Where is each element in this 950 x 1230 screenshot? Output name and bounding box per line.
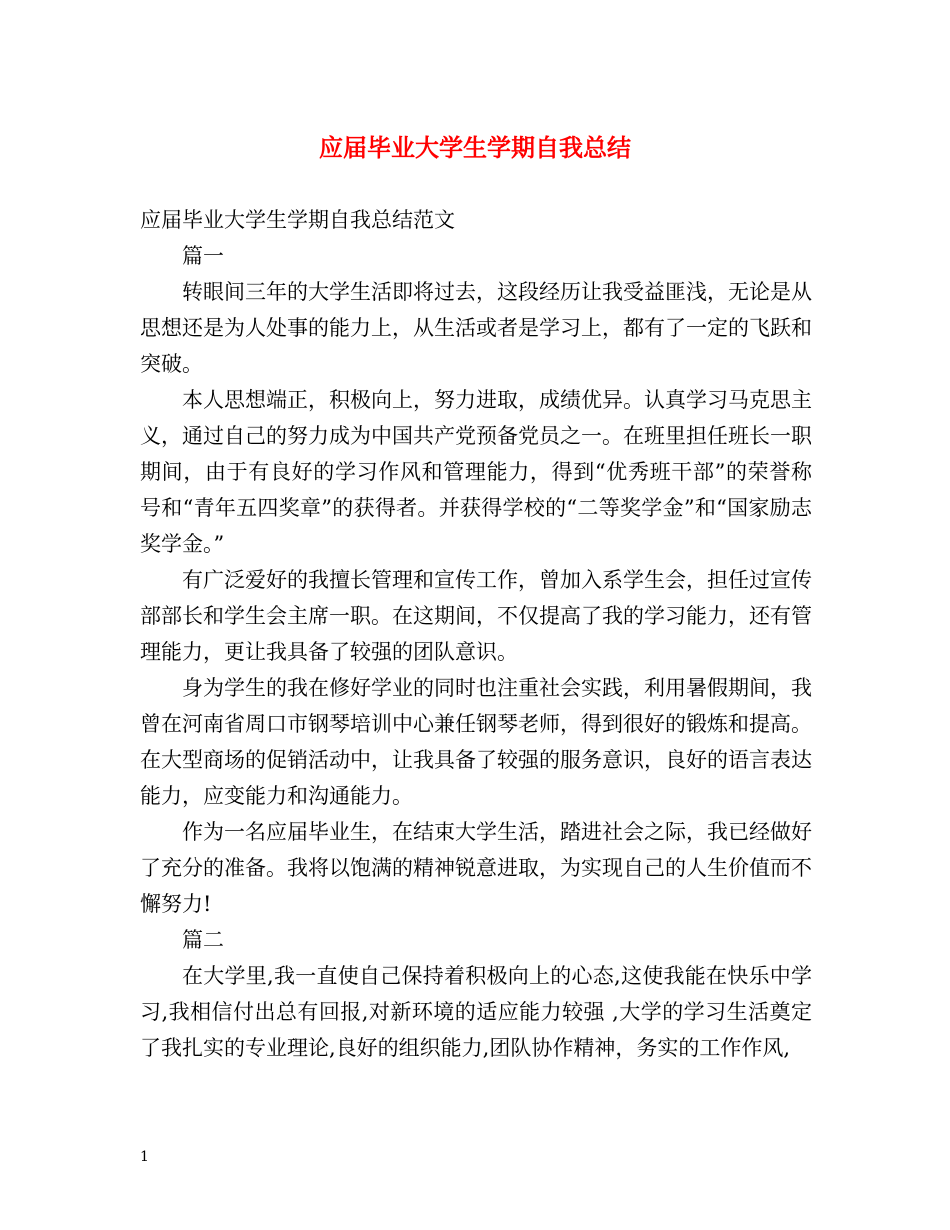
paragraph: 作为一名应届毕业生，在结束大学生活，踏进社会之际，我已经做好了充分的准备。我将以饱满的精神锐意进取，为实现自己的人生价值而不懈努力!	[140, 820, 812, 916]
document-title: 应届毕业大学生学期自我总结	[319, 133, 631, 162]
section-heading-1: 篇一	[182, 244, 224, 268]
document-subtitle: 应届毕业大学生学期自我总结范文	[140, 208, 455, 232]
paragraph: 在大学里,我一直使自己保持着积极向上的心态,这使我能在快乐中学习,我相信付出总有回报,对新环境的适应能力较强 ,大学的学习生活奠定了我扎实的专业理论,良好的组织能力,团队协作精神，务实的工作作风,	[140, 964, 812, 1060]
paragraph: 转眼间三年的大学生活即将过去，这段经历让我受益匪浅，无论是从思想还是为人处事的能力上，从生活或者是学习上，都有了一定的飞跃和突破。	[140, 280, 812, 376]
paragraph: 本人思想端正，积极向上，努力进取，成绩优异。认真学习马克思主义，通过自己的努力成为中国共产党预备党员之一。在班里担任班长一职期间，由于有良好的学习作风和管理能力，得到“优秀班干部”的荣誉称号和“青年五四奖章”的获得者。并获得学校的“二等奖学金”和“国家励志奖学金。”	[140, 388, 812, 556]
paragraph: 有广泛爱好的我擅长管理和宣传工作，曾加入系学生会，担任过宣传部部长和学生会主席一职。在这期间，不仅提高了我的学习能力，还有管理能力，更让我具备了较强的团队意识。	[140, 568, 812, 664]
section-heading-2: 篇二	[182, 928, 224, 952]
paragraph: 身为学生的我在修好学业的同时也注重社会实践，利用暑假期间，我曾在河南省周口市钢琴培训中心兼任钢琴老师，得到很好的锻炼和提高。在大型商场的促销活动中，让我具备了较强的服务意识，良好的语言表达能力，应变能力和沟通能力。	[140, 676, 812, 808]
document-body	[140, 202, 812, 1066]
page-number: 1	[140, 1149, 149, 1165]
